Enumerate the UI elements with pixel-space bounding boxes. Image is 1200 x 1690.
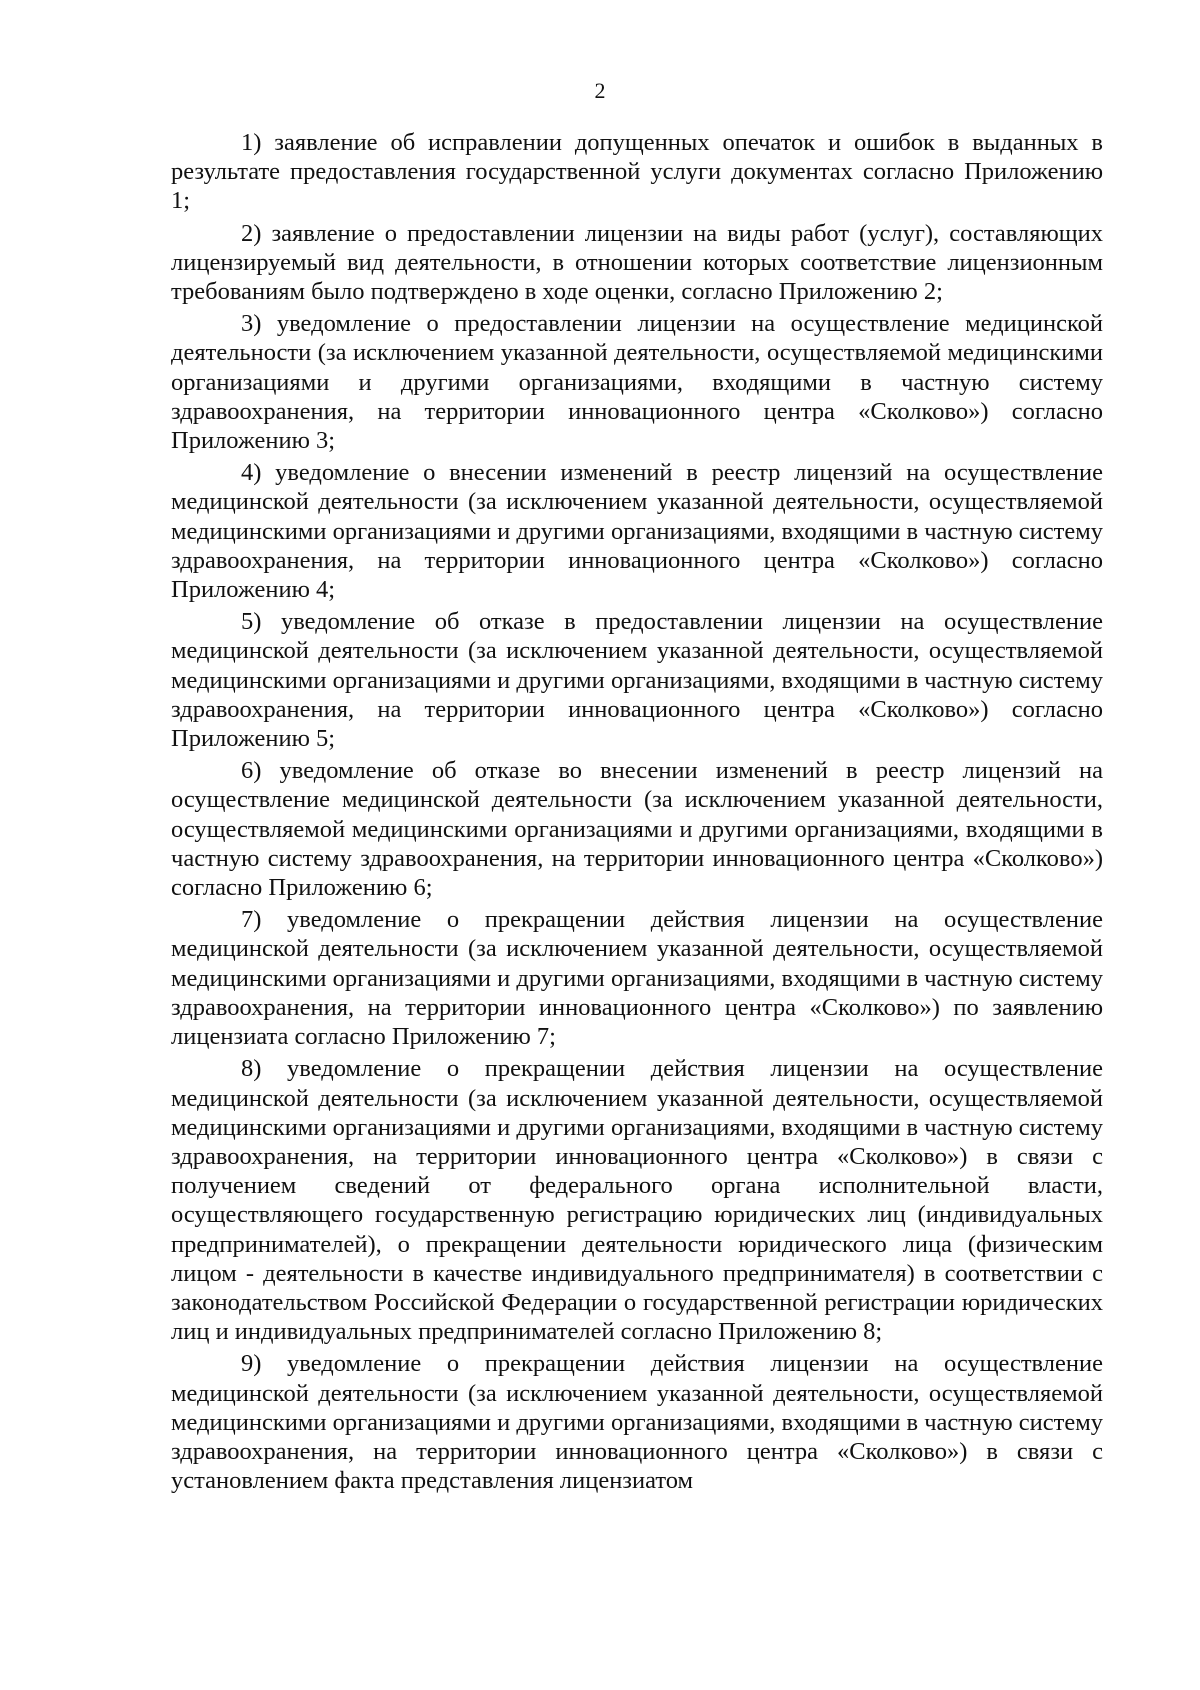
list-item-2: 2) заявление о предоставлении лицензии на виды работ (услуг), составляющих лицензируемый вид деятельности, в отношении которых соответствие лицензионным требованиям было подтверждено в ходе оценки, согласно Приложению 2; (171, 219, 1103, 306)
list-item-1: 1) заявление об исправлении допущенных опечаток и ошибок в выданных в результате предоставления государственной услуги документах согласно Приложению 1; (171, 129, 1103, 215)
list-item-6: 6) уведомление об отказе во внесении изменений в реестр лицензий на осуществление медицинской деятельности (за исключением указанной деятельности, осуществляемой медицинскими организациями и другими организациями, входящими в частную систему здравоохранения, на территории инновационного центра «Сколково») согласно Приложению 6; (171, 757, 1103, 902)
list-item-5: 5) уведомление об отказе в предоставлении лицензии на осуществление медицинской деятельности (за исключением указанной деятельности, осуществляемой медицинскими организациями и другими организациями, входящими в частную систему здравоохранения, на территории инновационного центра «Сколково») согласно Приложению 5; (171, 608, 1103, 753)
list-item-9: 9) уведомление о прекращении действия лицензии на осуществление медицинской деятельности (за исключением указанной деятельности, осуществляемой медицинскими организациями и другими организациями, входящими в частную систему здравоохранения, на территории инновационного центра «Сколково») в связи с установлением факта представления лицензиатом (171, 1350, 1103, 1495)
document-body (171, 128, 1103, 1495)
list-item-8: 8) уведомление о прекращении действия лицензии на осуществление медицинской деятельности (за исключением указанной деятельности, осуществляемой медицинскими организациями и другими организациями, входящими в частную систему здравоохранения, на территории инновационного центра «Сколково») в связи с получением сведений от федерального органа исполнительной власти, осуществляющего государственную регистрацию юридических лиц (индивидуальных предпринимателей), о прекращении деятельности юридического лица (физическим лицом - деятельности в качестве индивидуального предпринимателя) в соответствии с законодательством Российской Федерации о государственной регистрации юридических лиц и индивидуальных предпринимателей согласно Приложению 8; (171, 1055, 1103, 1346)
list-item-4: 4) уведомление о внесении изменений в реестр лицензий на осуществление медицинской деятельности (за исключением указанной деятельности, осуществляемой медицинскими организациями и другими организациями, входящими в частную систему здравоохранения, на территории инновационного центра «Сколково») согласно Приложению 4; (171, 459, 1103, 604)
list-item-7: 7) уведомление о прекращении действия лицензии на осуществление медицинской деятельности (за исключением указанной деятельности, осуществляемой медицинскими организациями и другими организациями, входящими в частную систему здравоохранения, на территории инновационного центра «Сколково») по заявлению лицензиата согласно Приложению 7; (171, 906, 1103, 1051)
page-number: 2 (594, 78, 606, 103)
list-item-3: 3) уведомление о предоставлении лицензии на осуществление медицинской деятельности (за исключением указанной деятельности, осуществляемой медицинскими организациями и другими организациями, входящими в частную систему здравоохранения, на территории инновационного центра «Сколково») согласно Приложению 3; (171, 310, 1103, 455)
